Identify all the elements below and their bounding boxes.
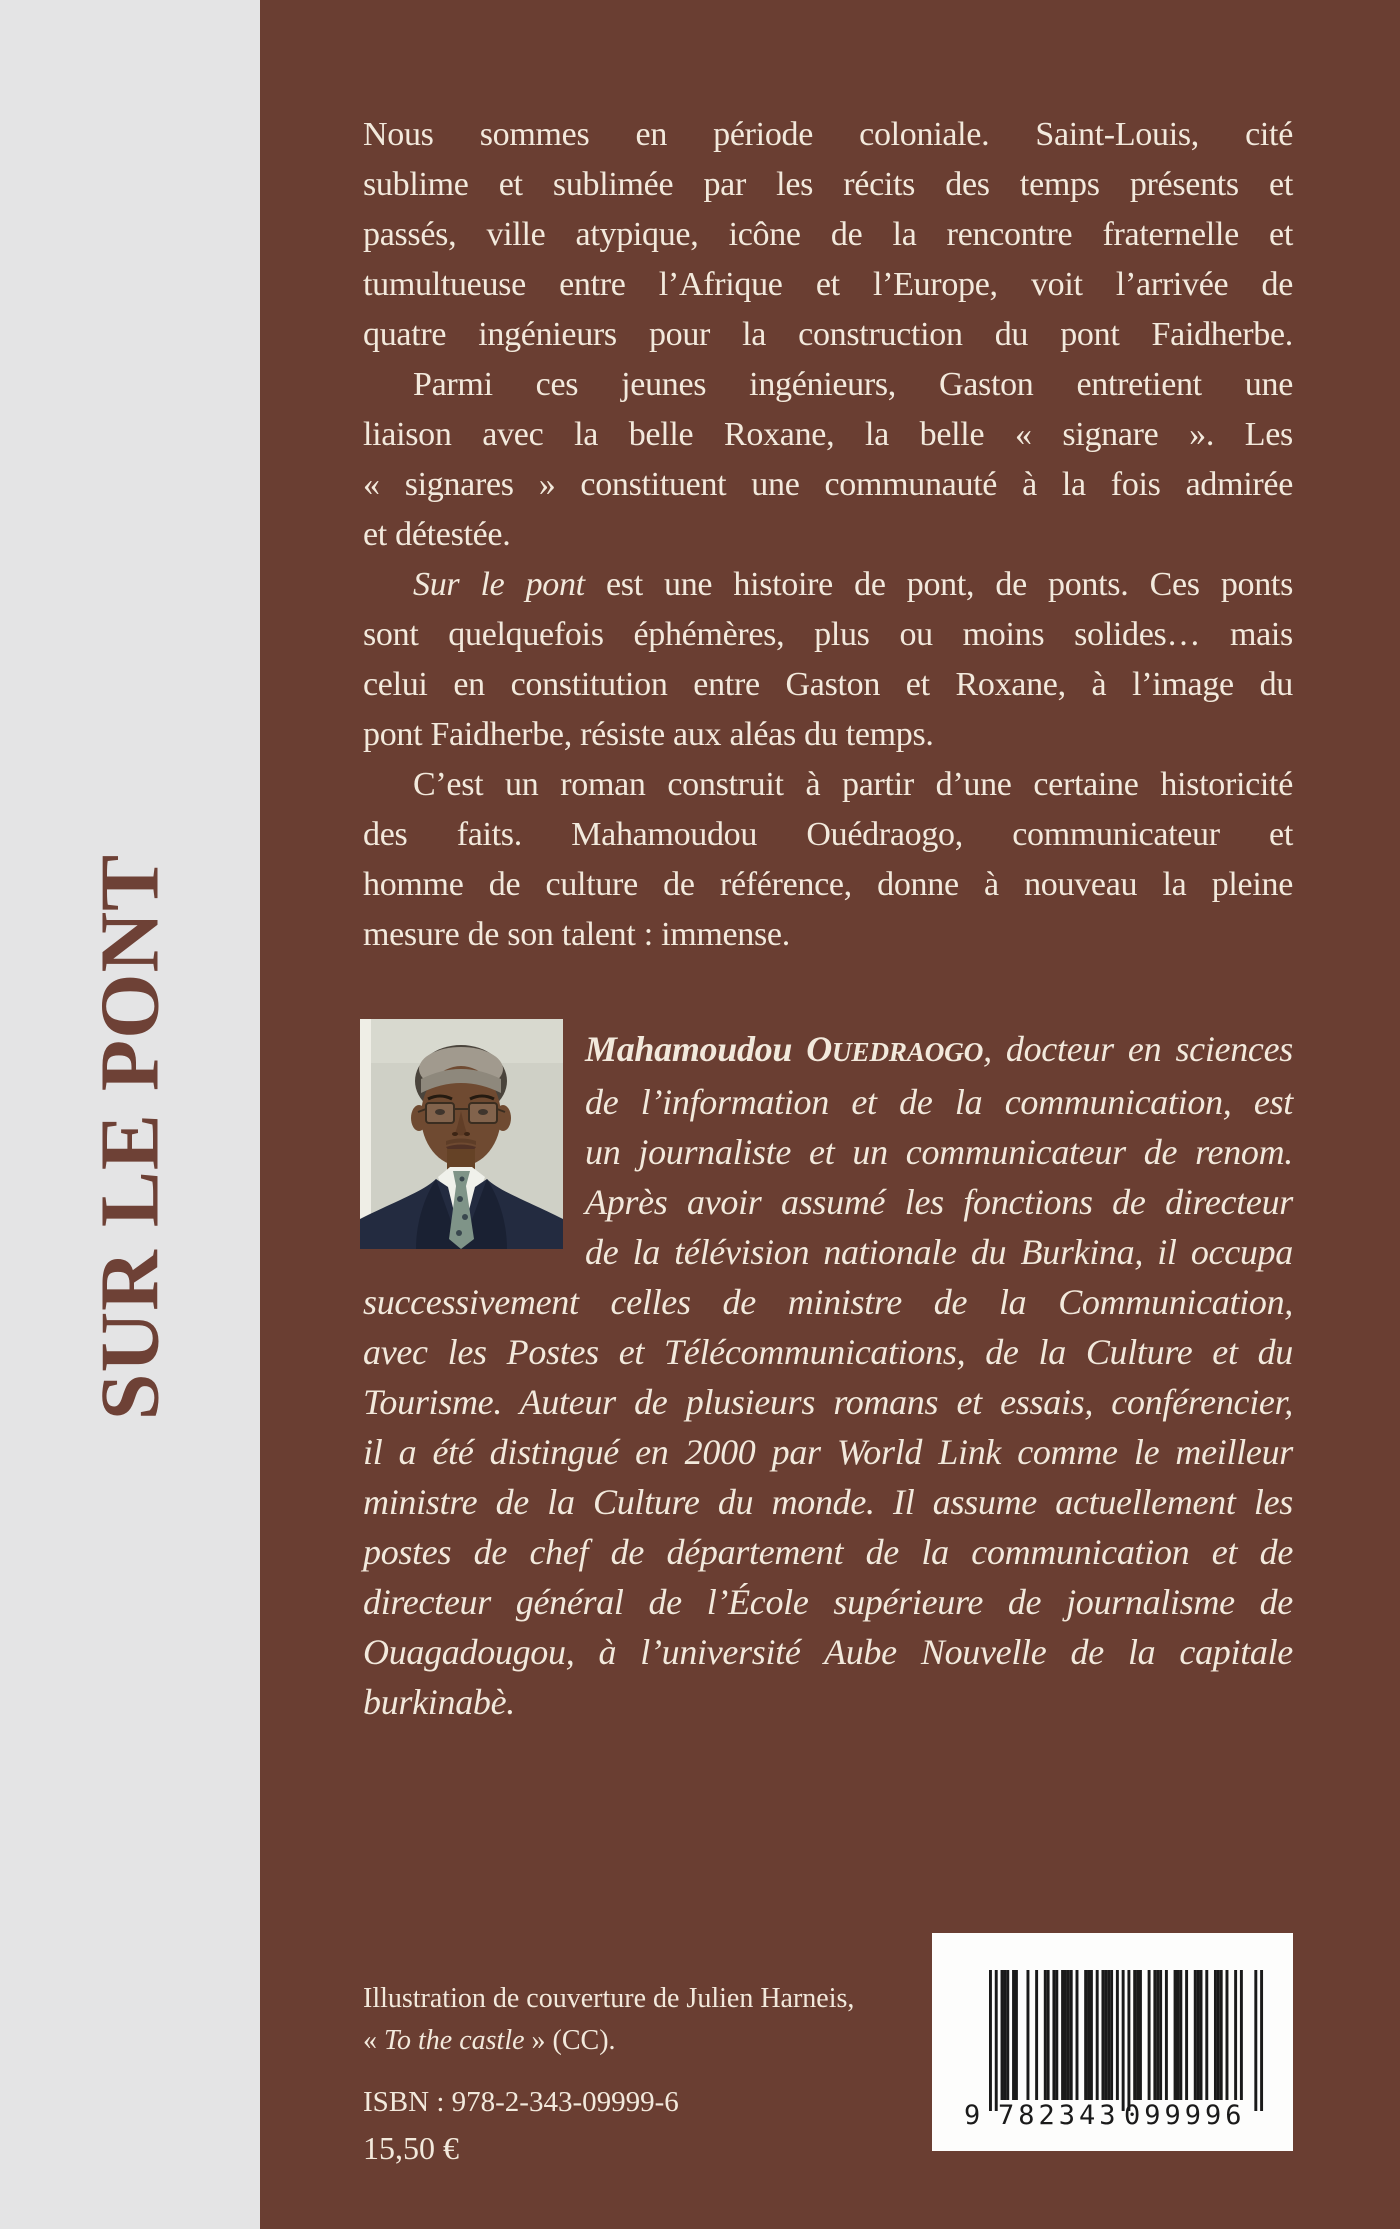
illustration-title: To the castle xyxy=(384,2025,525,2056)
credit-line: Illustration de couverture de Julien Harneis, xyxy=(363,1983,855,2014)
bio-line: il a été distingué en 2000 par World Link comme le meilleur xyxy=(363,1432,1293,1472)
bio-line: burkinabè. xyxy=(363,1682,515,1722)
synopsis-line: et détestée. xyxy=(363,516,511,553)
bio-line: avec les Postes et Télécommunications, de la Culture et du xyxy=(363,1332,1293,1372)
synopsis xyxy=(363,110,1293,960)
barcode-digits-right: 099996 xyxy=(1124,2100,1246,2131)
synopsis-line: sublime et sublimée par les récits des temps présents et xyxy=(363,166,1293,203)
price: 15,50 € xyxy=(363,2130,459,2166)
author-bio xyxy=(363,1024,1293,1727)
synopsis-line: Parmi ces jeunes ingénieurs, Gaston entretient une xyxy=(413,366,1293,403)
synopsis-line: quatre ingénieurs pour la construction du pont Faidherbe. xyxy=(363,316,1293,353)
barcode-digits-left: 782343 xyxy=(998,2100,1120,2131)
bio-line: directeur général de l’École supérieure de journalisme de xyxy=(363,1582,1293,1622)
bio-line: de la télévision nationale du Burkina, il occupa xyxy=(585,1232,1293,1272)
bio-line: successivement celles de ministre de la Communication, xyxy=(363,1282,1293,1322)
bio-line: Après avoir assumé les fonctions de directeur xyxy=(585,1182,1293,1222)
barcode-digit-lead: 9 xyxy=(964,2100,985,2131)
bio-line: de l’information et de la communication, est xyxy=(585,1082,1293,1122)
credit-line: « To the castle » (CC). xyxy=(363,2025,616,2056)
synopsis-line: « signares » constituent une communauté à la fois admirée xyxy=(363,466,1293,503)
cover-illustration-credit xyxy=(363,1978,923,2062)
synopsis-line: Nous sommes en période coloniale. Saint-Louis, cité xyxy=(363,116,1293,153)
author-surname-smallcaps: UEDRAOGO xyxy=(831,1037,984,1067)
isbn: ISBN : 978-2-343-09999-6 xyxy=(363,2086,679,2118)
bio-line: Tourisme. Auteur de plusieurs romans et essais, conférencier, xyxy=(363,1382,1293,1422)
bio-line-name: Mahamoudou OUEDRAOGO, docteur en sciences xyxy=(585,1029,1293,1069)
bio-line: postes de chef de département de la communication et de xyxy=(363,1532,1293,1572)
synopsis-line: Sur le pont est une histoire de pont, de ponts. Ces ponts xyxy=(413,566,1293,603)
author-photo xyxy=(360,1019,563,1249)
synopsis-line: C’est un roman construit à partir d’une certaine historicité xyxy=(413,766,1293,803)
book-title-inline: Sur le pont xyxy=(413,566,585,603)
synopsis-line: mesure de son talent : immense. xyxy=(363,916,790,953)
synopsis-line: liaison avec la belle Roxane, la belle « signare ». Les xyxy=(363,416,1293,453)
synopsis-line: des faits. Mahamoudou Ouédraogo, communicateur et xyxy=(363,816,1293,853)
bio-line: Ouagadougou, à l’université Aube Nouvelle de la capitale xyxy=(363,1632,1293,1672)
spine-title: SUR LE PONT xyxy=(83,853,177,1421)
synopsis-line: pont Faidherbe, résiste aux aléas du temps. xyxy=(363,716,934,753)
synopsis-line: passés, ville atypique, icône de la rencontre fraternelle et xyxy=(363,216,1293,253)
barcode xyxy=(932,1933,1293,2151)
bio-line: un journaliste et un communicateur de renom. xyxy=(585,1132,1293,1172)
bio-line: ministre de la Culture du monde. Il assume actuellement les xyxy=(363,1482,1293,1522)
synopsis-line: tumultueuse entre l’Afrique et l’Europe, voit l’arrivée de xyxy=(363,266,1293,303)
author-portrait-image xyxy=(360,1019,563,1249)
synopsis-line: sont quelquefois éphémères, plus ou moins solides… mais xyxy=(363,616,1293,653)
synopsis-line: homme de culture de référence, donne à nouveau la pleine xyxy=(363,866,1293,903)
synopsis-line: celui en constitution entre Gaston et Roxane, à l’image du xyxy=(363,666,1293,703)
spine xyxy=(0,0,260,2229)
